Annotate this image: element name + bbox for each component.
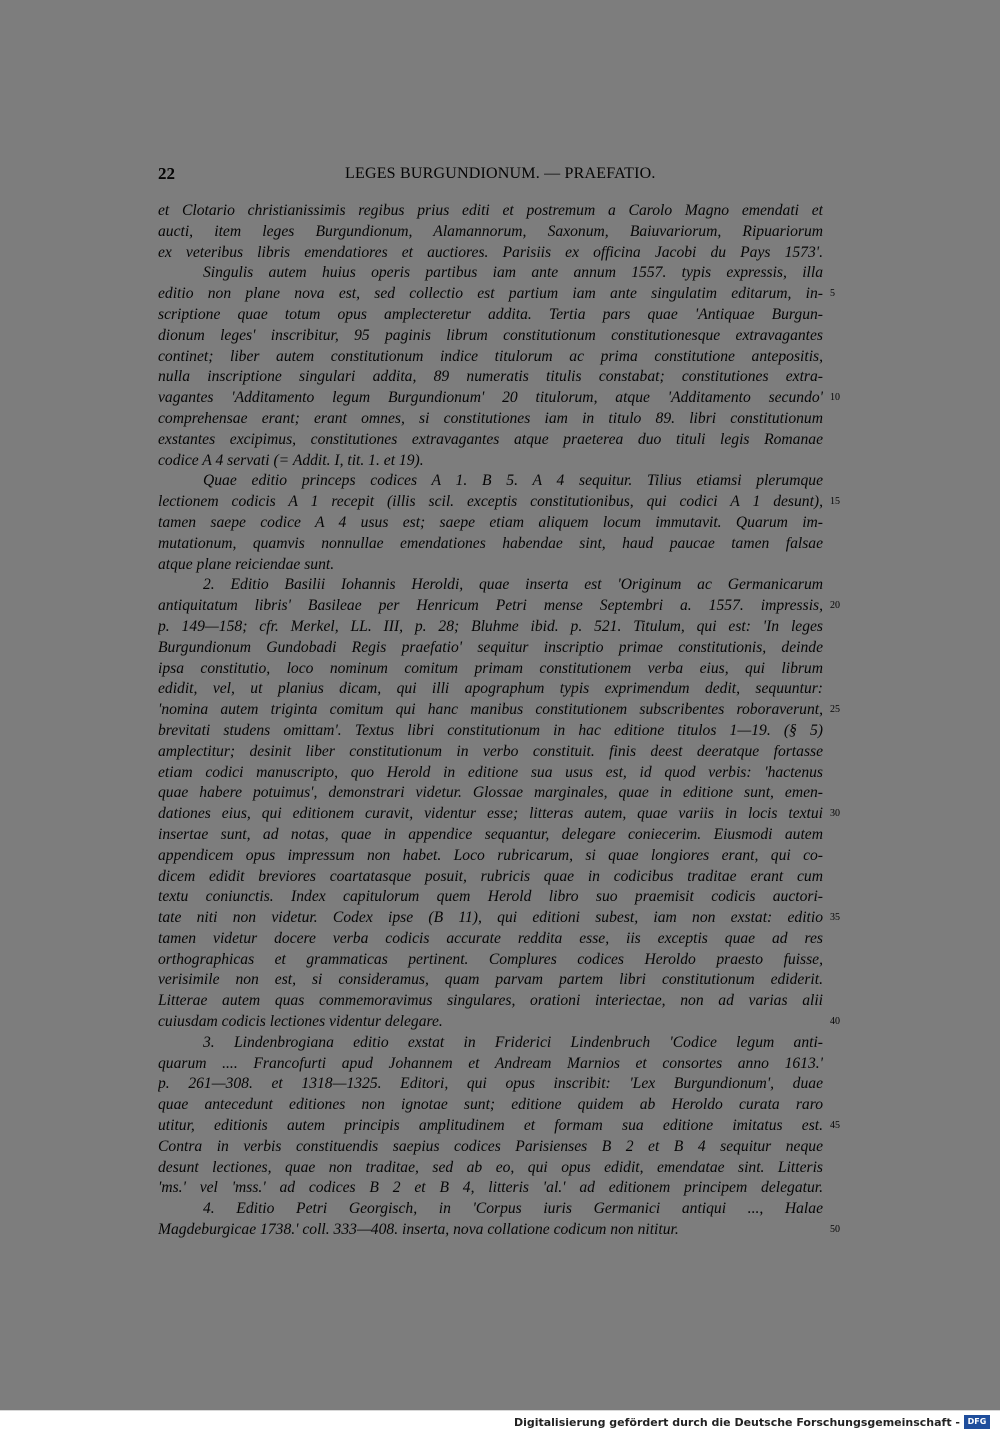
text-line: 'nomina autem triginta comitum qui hanc manibus constitutionem subscribentes roboraverunt, bbox=[158, 701, 823, 719]
text-line: Burgundionum Gundobadi Regis praefatio' sequitur inscriptio primae constitutionis, deinde bbox=[158, 638, 823, 656]
text-line: edidit, vel, ut planius dicam, qui illi apographum typis exprimendum dedit, sequuntur: bbox=[158, 680, 823, 698]
line-number: 25 bbox=[830, 704, 840, 716]
text-line: antiquitatum libris' Basileae per Henricum Petri mense Septembri a. 1557. impressis, bbox=[158, 597, 823, 615]
text-line: Quae editio princeps codices A 1. B 5. A 4 sequitur. Tilius etiamsi plerumque bbox=[203, 472, 823, 490]
text-line: tamen videtur docere verba codicis accurate reddita esse, iis exceptis quae ad res bbox=[158, 929, 823, 947]
text-line: 'ms.' vel 'mss.' ad codices B 2 et B 4, litteris 'al.' ad editionem principem delegatur. bbox=[158, 1179, 823, 1197]
text-line: dationes eius, qui editionem curavit, videntur esse; litteras autem, quae variis in locis textui bbox=[158, 805, 823, 823]
dfg-logo: DFG bbox=[964, 1415, 990, 1429]
text-line: utitur, editionis autem principis amplitudinem et formam sua editione imitatus est. bbox=[158, 1117, 823, 1135]
text-line: Singulis autem huius operis partibus iam ante annum 1557. typis expressis, illa bbox=[203, 264, 823, 282]
text-line: textu coniunctis. Index capitulorum quem Herold libro suo praemisit codicis auctori- bbox=[158, 888, 823, 906]
text-line: tamen saepe codice A 4 usus est; saepe etiam aliquem locum immutavit. Quarum im- bbox=[158, 513, 823, 531]
text-line: et Clotario christianissimis regibus prius editi et postremum a Carolo Magno emendati et bbox=[158, 202, 823, 219]
text-line: comprehensae erant; erant omnes, si constitutiones iam in titulo 89. libri constitutionum bbox=[158, 409, 823, 427]
text-line: scriptione quae totum opus amplecteretur addita. Tertia pars quae 'Antiquae Burgun- bbox=[158, 305, 823, 323]
line-number: 50 bbox=[830, 1224, 840, 1236]
line-number: 30 bbox=[830, 808, 840, 820]
text-line: orthographicas et grammaticas pertinent. Complures codices Heroldo praesto fuisse, bbox=[158, 950, 823, 968]
text-line: dicem edidit breviores coartatasque posuit, rubricis quae in codicibus traditae erant cum bbox=[158, 867, 823, 885]
text-line: p. 149—158; cfr. Merkel, LL. III, p. 28; Bluhme ibid. p. 521. Titulum, qui est: 'In leges bbox=[158, 617, 823, 635]
text-line: brevitati studens omittam'. Textus libri constitutionum in hac editione titulos 1—19. (§ 5) bbox=[158, 721, 823, 739]
text-line: quarum .... Francofurti apud Johannem et Andream Marnios et consortes anno 1613.' bbox=[158, 1054, 823, 1072]
page-number: 22 bbox=[158, 164, 175, 183]
body-text bbox=[158, 201, 823, 1241]
text-line: dionum leges' inscribitur, 95 paginis librum constitutionum constitutionesque extravagantes bbox=[158, 326, 823, 344]
text-line: Contra in verbis constituendis saepius codices Parisienses B 2 et B 4 sequitur neque bbox=[158, 1137, 823, 1155]
text-line: etiam codici manuscripto, quo Herold in editione sua usus est, id quod verbis: 'hactenus bbox=[158, 763, 823, 781]
text-line: p. 261—308. et 1318—1325. Editori, qui opus inscribit: 'Lex Burgundionum', duae bbox=[158, 1075, 823, 1093]
text-line: Magdeburgicae 1738.' coll. 333—408. inserta, nova collatione codicum non nititur. bbox=[158, 1221, 679, 1239]
text-line: codice A 4 servati (= Addit. I, tit. 1. et 19). bbox=[158, 451, 424, 469]
text-line: atque plane reiciendae sunt. bbox=[158, 555, 335, 573]
text-line: amplectitur; desinit liber constitutionum in verbo constituit. finis deest deeratque fortasse bbox=[158, 742, 823, 760]
text-line: cuiusdam codicis lectiones videntur delegare. bbox=[158, 1013, 443, 1031]
text-line: aucti, item leges Burgundionum, Alamannorum, Saxonum, Baiuvariorum, Ripuariorum bbox=[158, 222, 823, 240]
line-number: 10 bbox=[830, 392, 840, 404]
text-line: 3. Lindenbrogiana editio exstat in Friderici Lindenbruch 'Codice legum anti- bbox=[203, 1033, 823, 1051]
line-number: 40 bbox=[830, 1016, 840, 1028]
text-line: 4. Editio Petri Georgisch, in 'Corpus iuris Germanici antiqui ..., Halae bbox=[203, 1200, 823, 1218]
line-number: 20 bbox=[830, 600, 840, 612]
text-line: ex veteribus libris emendatiores et auctiores. Parisiis ex officina Jacobi du Pays 1573'. bbox=[158, 243, 823, 261]
text-line: vagantes 'Additamento legum Burgundionum' 20 titulorum, atque 'Additamento secundo' bbox=[158, 389, 823, 407]
text-line: ipsa constitutio, loco nominum comitum primam constitutionem verba eius, qui librum bbox=[158, 659, 823, 677]
text-line: quae antecedunt editiones non ignotae sunt; editione quidem ab Heroldo curata raro bbox=[158, 1096, 823, 1114]
line-number: 5 bbox=[830, 288, 835, 300]
text-line: Litterae autem quas commemoravimus singulares, orationi interiectae, non ad varias alii bbox=[158, 992, 823, 1010]
text-line: mutationum, quamvis nonnullae emendationes habendae sint, haud paucae tamen falsae bbox=[158, 534, 823, 552]
text-line: lectionem codicis A 1 recepit (illis scil. exceptis constitutionibus, qui codici A 1 desunt), bbox=[158, 493, 823, 511]
line-number: 15 bbox=[830, 496, 840, 508]
line-number: 45 bbox=[830, 1120, 840, 1132]
digitization-footer bbox=[0, 1410, 1000, 1435]
text-line: quae habere potuimus', demonstrari videtur. Glossae marginales, quae in editione sunt, emen- bbox=[158, 784, 823, 802]
text-line: insertae sunt, ad notas, quae in appendice sequantur, delegare coniecerim. Eiusmodi autem bbox=[158, 825, 823, 843]
text-line: appendicem opus impressum non habet. Loco rubricarum, si quae longiores erant, qui co- bbox=[158, 846, 823, 864]
line-number: 35 bbox=[830, 912, 840, 924]
text-line: tate niti non videtur. Codex ipse (B 11), qui editioni subest, iam non exstat: editio bbox=[158, 909, 823, 927]
text-line: nulla inscriptione singulari addita, 89 numeratis titulis constabat; constitutiones extra- bbox=[158, 368, 823, 386]
running-title: LEGES BURGUNDIONUM. — PRAEFATIO. bbox=[345, 165, 656, 182]
text-line: 2. Editio Basilii Iohannis Heroldi, quae inserta est 'Originum ac Germanicarum bbox=[203, 576, 823, 594]
text-line: desunt lectiones, quae non traditae, sed ab eo, qui opus edidit, emendatae sint. Litteris bbox=[158, 1158, 823, 1176]
text-line: verisimile non est, si consideramus, quam parvam partem libri constitutionum ediderit. bbox=[158, 971, 823, 989]
text-line: exstantes excipimus, constitutiones extravagantes atque praeterea duo tituli legis Romanae bbox=[158, 430, 823, 448]
funding-note: Digitalisierung gefördert durch die Deutsche Forschungsgemeinschaft - bbox=[513, 1416, 960, 1429]
text-line: editio non plane nova est, sed collectio est partium iam ante singulatim editarum, in- bbox=[158, 285, 823, 303]
text-line: continet; liber autem constitutionum indice titulorum ac prima constitutione antepositis, bbox=[158, 347, 823, 365]
